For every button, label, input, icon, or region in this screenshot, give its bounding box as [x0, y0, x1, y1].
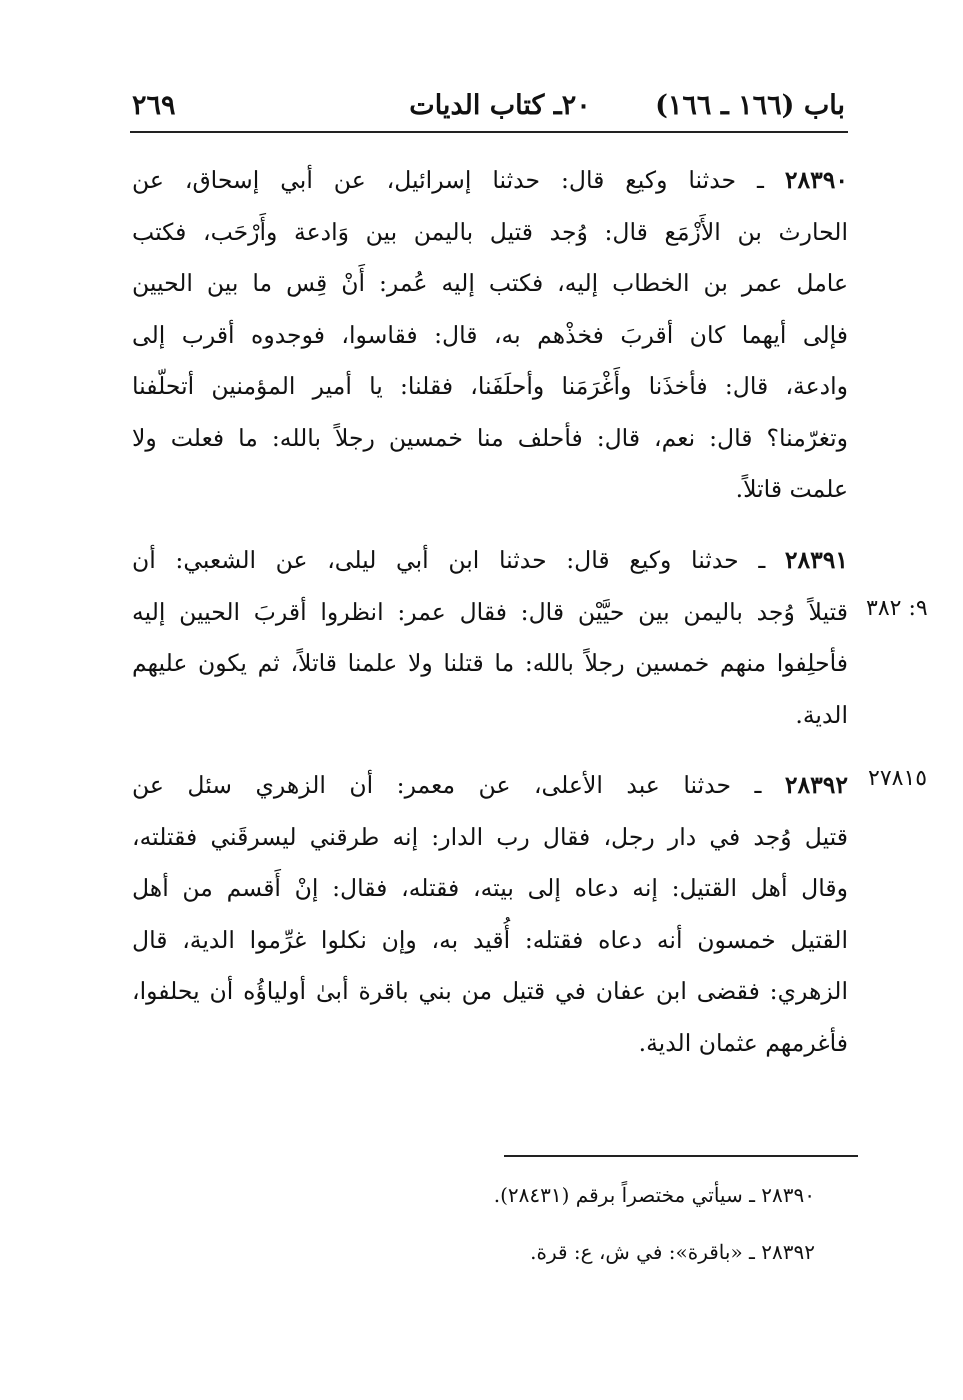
hadith-line: القتيل خمسون أنه دعاه فقتله: أُقيد به، وإن نكلوا غرِّموا الدية، قال [132, 925, 848, 954]
hadith-line: الزهري: فقضى ابن عفان في قتيل من بني باقرة أبىٰ أولياؤُه أن يحلفوا، [132, 977, 848, 1005]
hadith-line: الدية. [795, 700, 848, 729]
book-title: ٢٠ـ كتاب الديات [409, 90, 591, 121]
hadith-number: ٢٨٣٩٢ [784, 771, 848, 799]
hadith-line: عامل عمر بن الخطاب إليه، فكتب إليه عُمر: أَنْ قِس ما بين الحيين [132, 269, 848, 297]
hadith-line: فأغرمهم عثمان الدية. [638, 1028, 848, 1057]
hadith-number: ٢٨٣٩٠ [784, 166, 848, 194]
hadith-line: قتيلاً وُجد باليمن بين حيَّيْن قال: فقال عمر: انظروا أقربَ الحيين إليه [132, 597, 848, 626]
hadith-number: ٢٨٣٩١ [784, 546, 848, 574]
footnote-divider [504, 1155, 858, 1157]
hadith-line: قتيل وُجد في دار رجل، فقال رب الدار: إنه طرقني ليسرقَني فقتلته، [132, 822, 848, 851]
hadith-28390 [132, 155, 848, 516]
hadith-line: الحارث بن الأَزْمَع قال: وُجد قتيل باليمن بين وَادعة وأَرْحَب، فكتب [132, 217, 848, 246]
hadith-line: فإلى أيهما كان أقربَ فخذْهم به، قال: فقاسوا، فوجدوه أقرب إلى [132, 320, 848, 349]
hadith-line: ٢٨٣٩١ ـ حدثنا وكيع قال: حدثنا ابن أبي ليلى، عن الشعبي: أن [132, 546, 848, 574]
hadith-line: وقال أهل القتيل: إنه دعاه إلى بيته، فقتله، فقال: إنْ أَقسم من أهل [132, 874, 848, 902]
hadith-line: فأحلِفوا منهم خمسين رجلاً بالله: ما قتلنا ولا علمنا قاتلاً، ثم يكون عليهم [132, 649, 848, 677]
chapter-range: باب (١٦٦ ـ ١٦٦) [655, 90, 845, 121]
hadith-line: علمت قاتلاً. [735, 475, 848, 503]
footnote: ٢٨٣٩٠ ـ سيأتي مختصراً برقم (٢٨٤٣١). [493, 1183, 815, 1207]
hadith-line: وادعة، قال: فأخذَنا وأَغْرَمَنا وأحلَفَنا، فقلنا: يا أمير المؤمنين أتحلّفنا [132, 372, 848, 400]
hadith-line: ٢٨٣٩٠ ـ حدثنا وكيع قال: حدثنا إسرائيل، عن أبي إسحاق، عن [132, 166, 848, 194]
page-number: ٢٦٩ [132, 90, 176, 121]
hadith-line: وتغرّمنا؟ قال: نعم، قال: فأحلف منا خمسين رجلاً بالله: ما فعلت ولا [132, 423, 848, 452]
margin-reference: ٩: ٣٨٢ [866, 596, 928, 621]
hadith-28391 [132, 535, 848, 741]
hadith-line: ٢٨٣٩٢ ـ حدثنا عبد الأعلى، عن معمر: أن الزهري سئل عن [132, 771, 848, 799]
footnote: ٢٨٣٩٢ ـ «باقرة»: في ش، ع: قرة. [530, 1240, 815, 1264]
margin-reference: ٢٧٨١٥ [868, 766, 928, 791]
hadith-28392 [132, 760, 848, 1069]
header-divider [130, 131, 848, 133]
